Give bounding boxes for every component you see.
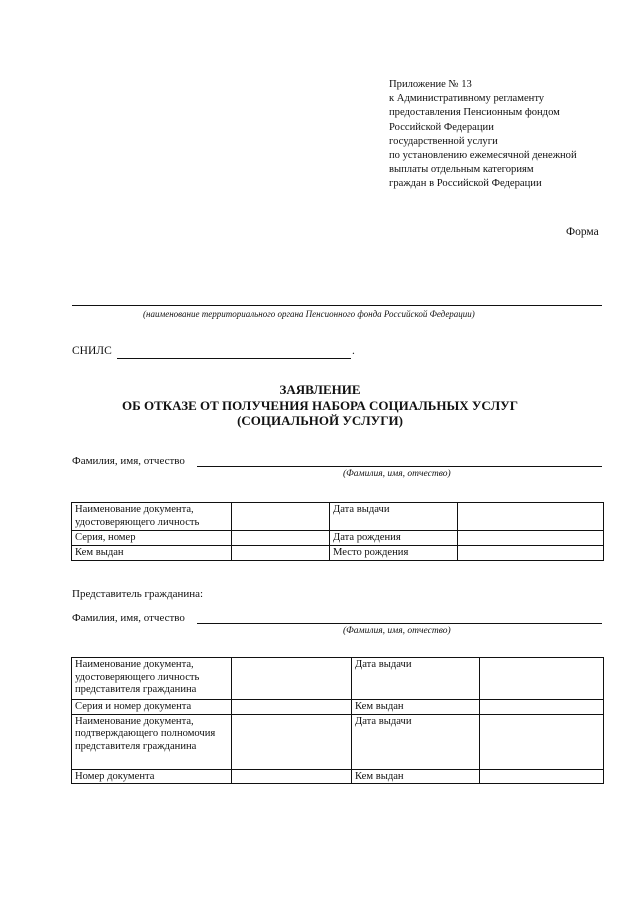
title-line: ОБ ОТКАЗЕ ОТ ПОЛУЧЕНИЯ НАБОРА СОЦИАЛЬНЫХ УСЛУГ xyxy=(122,397,518,413)
territorial-organ-field[interactable] xyxy=(72,305,602,306)
representative-fio-caption: (Фамилия, имя, отчество) xyxy=(343,626,451,636)
cell-label: Серия и номер документа xyxy=(72,700,232,715)
cell-label: Кем выдан xyxy=(72,546,232,561)
cell-value[interactable] xyxy=(458,546,604,561)
appendix-note xyxy=(389,78,634,192)
title-line: (СОЦИАЛЬНОЙ УСЛУГИ) xyxy=(237,413,403,428)
cell-value[interactable] xyxy=(232,531,330,546)
appendix-line: к Административному регламенту xyxy=(389,93,545,105)
table-row xyxy=(72,503,604,531)
appendix-line: по установлению ежемесячной денежной xyxy=(389,150,577,162)
cell-value[interactable] xyxy=(232,714,352,769)
appendix-line: предоставления Пенсионным фондом xyxy=(389,107,560,119)
cell-value[interactable] xyxy=(232,546,330,561)
table-row xyxy=(72,769,604,784)
cell-value[interactable] xyxy=(458,503,604,531)
citizen-fio-caption: (Фамилия, имя, отчество) xyxy=(343,469,451,479)
title-line: ЗАЯВЛЕНИЕ xyxy=(279,382,361,397)
cell-value[interactable] xyxy=(232,658,352,700)
cell-label: Дата выдачи xyxy=(330,503,458,531)
cell-value[interactable] xyxy=(232,503,330,531)
representative-heading: Представитель гражданина: xyxy=(72,588,204,600)
cell-label: Дата рождения xyxy=(330,531,458,546)
cell-value[interactable] xyxy=(232,700,352,715)
table-row xyxy=(72,714,604,769)
representative-document-table xyxy=(71,657,604,784)
snils-field[interactable] xyxy=(117,358,351,359)
cell-value[interactable] xyxy=(480,769,604,784)
cell-value[interactable] xyxy=(458,531,604,546)
appendix-line: граждан в Российской Федерации xyxy=(389,178,542,190)
cell-label: Кем выдан xyxy=(352,700,480,715)
document-title xyxy=(0,382,640,429)
snils-terminator: . xyxy=(352,345,355,357)
cell-label: Место рождения xyxy=(330,546,458,561)
cell-label: Дата выдачи xyxy=(352,658,480,700)
cell-value[interactable] xyxy=(480,658,604,700)
cell-label: Наименование документа, подтверждающего полномочия представителя гражданина xyxy=(72,714,232,769)
appendix-line: государственной услуги xyxy=(389,135,498,147)
form-label: Форма xyxy=(566,226,599,238)
snils-label: СНИЛС xyxy=(72,345,112,357)
table-row xyxy=(72,658,604,700)
table-row xyxy=(72,531,604,546)
cell-value[interactable] xyxy=(480,700,604,715)
appendix-line: выплаты отдельным категориям xyxy=(389,164,534,176)
citizen-fio-field[interactable] xyxy=(197,466,602,467)
cell-label: Кем выдан xyxy=(352,769,480,784)
cell-label: Номер документа xyxy=(72,769,232,784)
citizen-document-table xyxy=(71,502,604,561)
cell-label: Наименование документа, удостоверяющего личность xyxy=(72,503,232,531)
representative-fio-label: Фамилия, имя, отчество xyxy=(72,612,185,624)
territorial-organ-caption: (наименование территориального органа Пенсионного фонда Российской Федерации) xyxy=(143,309,475,319)
cell-value[interactable] xyxy=(232,769,352,784)
appendix-line: Российской Федерации xyxy=(389,121,494,133)
representative-fio-field[interactable] xyxy=(197,623,602,624)
cell-value[interactable] xyxy=(480,714,604,769)
cell-label: Серия, номер xyxy=(72,531,232,546)
cell-label: Наименование документа, удостоверяющего личность представителя гражданина xyxy=(72,658,232,700)
cell-label: Дата выдачи xyxy=(352,714,480,769)
appendix-line: Приложение № 13 xyxy=(389,79,472,90)
citizen-fio-label: Фамилия, имя, отчество xyxy=(72,455,185,467)
table-row xyxy=(72,546,604,561)
table-row xyxy=(72,700,604,715)
